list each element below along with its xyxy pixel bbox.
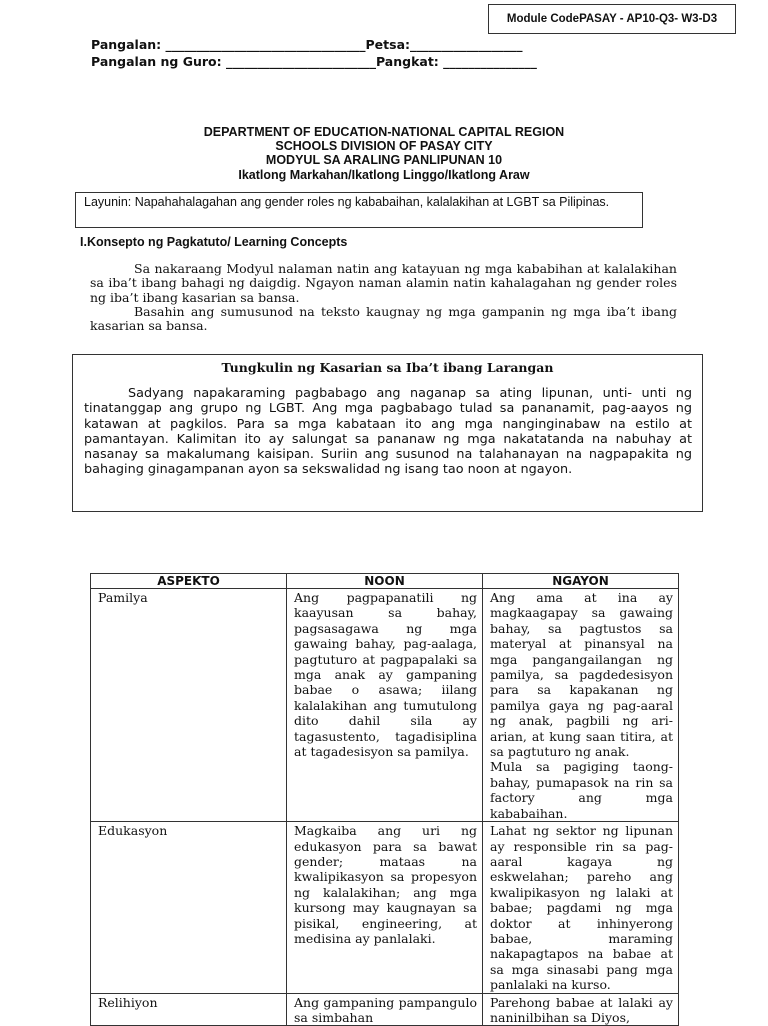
reading-body: Sadyang napakaraming pagbabago ang naganap sa ating lipunan, unti- unti ng tinatanggap ang grupo ng LGBT. Ang mga pagbabago tulad sa pananamit, pag-aayos ng katawan at pagkilos. Para sa mga kabataan ito ang mga nanginginabaw na estilo at pamantayan. Kalimitan ito ay salungat sa pananaw ng mga nakatatanda na nabuhay at nasanay sa makalumang kaisipan. Suriin ang susunod na talahanayan na nagpapakita ng bahaging ginagampanan ayon sa sekswalidad ng isang tao noon at ngayon. (84, 386, 692, 478)
ngayon-cell (483, 822, 679, 993)
reading-box (72, 354, 703, 512)
noon-cell: Magkaiba ang uri ng edukasyon para sa bawat gender; mataas na kwalipikasyon sa propesyon ng kalalakihan; ang mga kursong may kaugnayan sa pisikal, engineering, at medisina ay panlalaki. (287, 822, 483, 993)
noon-cell: Ang pagpapanatili ng kaayusan sa bahay, pagsasagawa ng mga gawaing bahay, pag-aalaga, pagtuturo at pagpapalaki sa mga anak ay gampaning babae o asawa; iilang kalalakihan ang tumutulong dito dahil sila ay tagasustento, tagadisiplina at tagadesisyon sa pamilya. (287, 589, 483, 822)
aspect-cell: Edukasyon (91, 822, 287, 993)
document-header (0, 125, 768, 182)
objective-box: Layunin: Napahahalagahan ang gender roles ng kababaihan, kalalakihan at LGBT sa Pilipinas. (75, 192, 643, 228)
intro-text (90, 262, 677, 333)
ngayon-paragraph: Mula sa pagiging taong-bahay, pumapasok na rin sa factory ang mga kababaihan. (490, 759, 673, 821)
column-header-ngayon: NGAYON (483, 574, 679, 589)
ngayon-cell (483, 589, 679, 822)
column-header-noon: NOON (287, 574, 483, 589)
table-header-row (91, 574, 679, 589)
aspect-cell: Pamilya (91, 589, 287, 822)
intro-paragraph-2: Basahin ang sumusunod na teksto kaugnay ng mga gampanin ng mga iba’t ibang kasarian sa bansa. (90, 303, 677, 334)
column-header-aspekto: ASPEKTO (91, 574, 287, 589)
table-row (91, 589, 679, 822)
module-code-box: Module CodePASAY - AP10-Q3- W3-D3 (488, 4, 736, 34)
aspect-cell: Relihiyon (91, 993, 287, 1026)
header-line-2: SCHOOLS DIVISION OF PASAY CITY (275, 139, 493, 154)
header-line-3: MODYUL SA ARALING PANLIPUNAN 10 (265, 153, 503, 168)
table-row (91, 993, 679, 1026)
intro-paragraph-1: Sa nakaraang Modyul nalaman natin ang katayuan ng mga kababihan at kalalakihan sa iba’t ibang bahagi ng daigdig. Ngayon naman alamin natin kahalagahan ng gender roles ng iba’t ibang kasarian sa bansa. (90, 261, 677, 305)
teacher-section-line: Pangalan ng Guro: ________________________Pangkat: _______________ (91, 54, 537, 69)
name-date-line: Pangalan: ________________________________Petsa:__________________ (91, 37, 523, 52)
header-line-4: Ikatlong Markahan/Ikatlong Linggo/Ikatlong Araw (238, 167, 530, 182)
section-heading: I.Konsepto ng Pagkatuto/ Learning Concepts (80, 235, 348, 249)
ngayon-paragraph: Parehong babae at lalaki ay naninilbihan sa Diyos, (490, 994, 673, 1025)
table-row (91, 822, 679, 993)
noon-cell: Ang gampaning pampangulo sa simbahan (287, 993, 483, 1026)
header-line-1: DEPARTMENT OF EDUCATION-NATIONAL CAPITAL REGION (203, 125, 565, 139)
gender-roles-table (90, 573, 679, 1026)
reading-title: Tungkulin ng Kasarian sa Iba’t ibang Larangan (221, 360, 554, 375)
ngayon-paragraph: Ang ama at ina ay magkaagapay sa gawaing bahay, sa pagtustos sa materyal at pinansyal na mga pangangailangan ng pamilya, sa pagdedesisyon para sa kapakanan ng pamilya gaya ng pag-aaral ng anak, pagbili ng ari-arian, at kung saan titira, at sa pagtuturo ng anak. (490, 590, 673, 760)
ngayon-paragraph: Lahat ng sektor ng lipunan ay responsible rin sa pag-aaral kagaya ng eskwelahan; pareho ang kwalipikasyon ng lalaki at babae; pagdami ng mga doktor at inhinyerong babae, maraming nakapagtapos na babae at sa mga sinasabi pang mga panlalaki na kurso. (490, 823, 673, 993)
ngayon-cell (483, 993, 679, 1026)
